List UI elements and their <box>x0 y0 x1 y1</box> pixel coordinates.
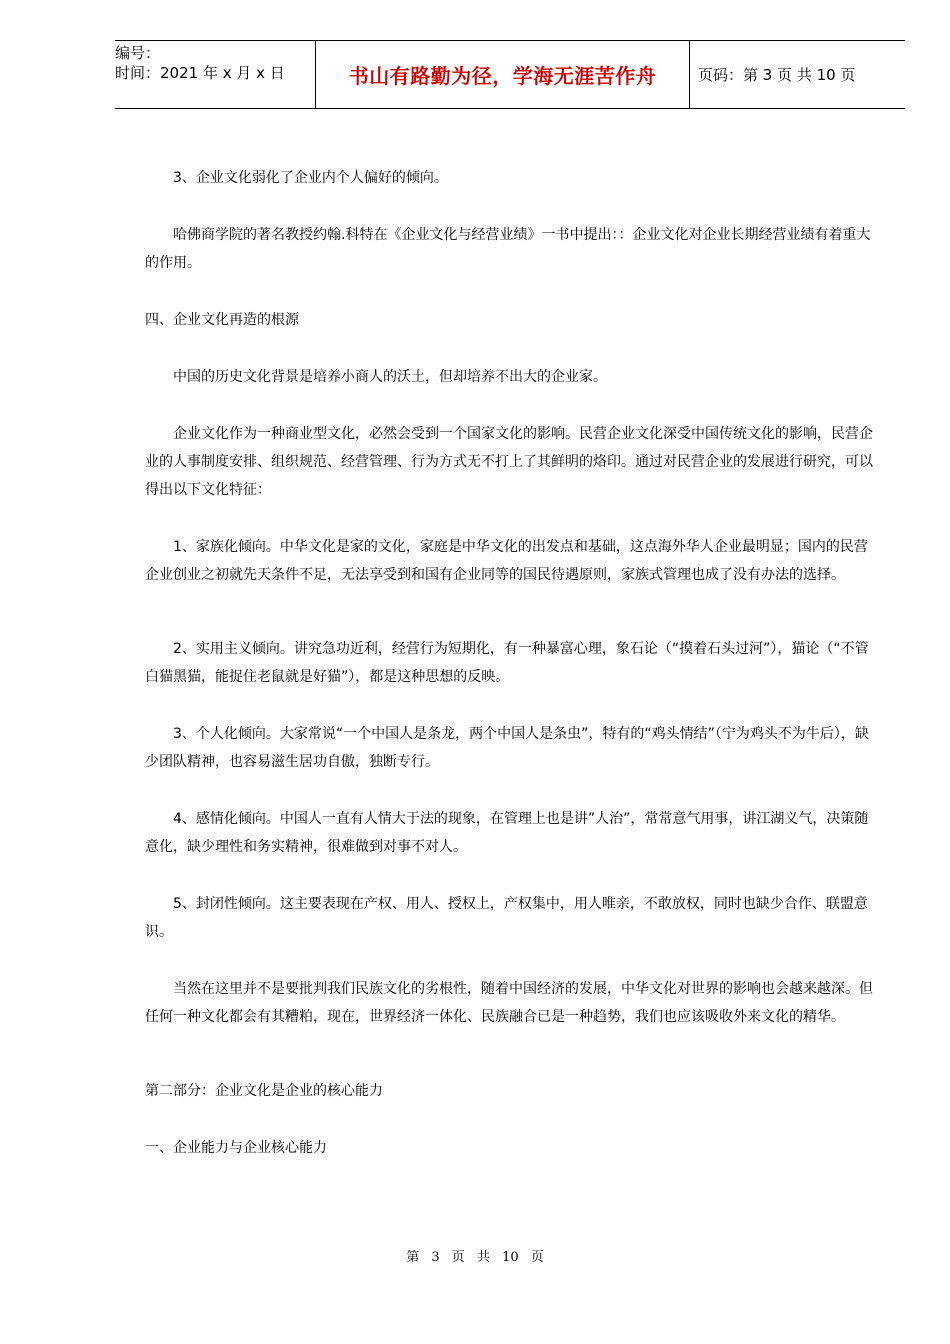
footer-ye: 页 <box>530 1250 544 1265</box>
page-header <box>115 40 905 109</box>
footer-total-pages: 10 <box>502 1250 519 1265</box>
footer-ye: 页 <box>451 1250 465 1265</box>
footer-gong: 共 <box>476 1250 490 1265</box>
document-number-label: 编号： <box>115 44 161 62</box>
section-heading: 四、企业文化再造的根源 <box>145 312 299 328</box>
paragraph: 3、企业文化弱化了企业内个人偏好的倾向。 <box>173 170 448 186</box>
paragraph: 中国的历史文化背景是培养小商人的沃土，但却培养不出大的企业家。 <box>173 369 607 385</box>
part-heading: 第二部分：企业文化是企业的核心能力 <box>145 1083 383 1099</box>
paragraph: 3、个人化倾向。大家常说“一个中国人是条龙，两个中国人是条虫”，特有的“鸡头情结”（宁为鸡头不为牛后），缺少团队精神，也容易滋生居功自傲，独断专行。 <box>145 726 869 770</box>
paragraph: 2、实用主义倾向。讲究急功近利，经营行为短期化，有一种暴富心理，象石论（“摸着石头过河”），猫论（“不管白猫黑猫，能捉住老鼠就是好猫”），都是这种思想的反映。 <box>145 641 869 685</box>
document-date-label: 时间：2021 年 x 月 x 日 <box>115 64 285 82</box>
paragraph: 当然在这里并不是要批判我们民族文化的劣根性，随着中国经济的发展，中华文化对世界的影响也会越来越深。但任何一种文化都会有其糟粕，现在，世界经济一体化、民族融合已是一种趋势，我们也应该吸收外来文化的精华。 <box>145 981 873 1025</box>
header-page-label: 页码：第 3 页 共 10 页 <box>698 66 856 84</box>
footer-di: 第 <box>406 1250 420 1265</box>
footer-page-number: 3 <box>431 1250 440 1265</box>
header-motto: 书山有路勤为径，学海无涯苦作舟 <box>315 41 690 108</box>
paragraph: 1、家族化倾向。中华文化是家的文化，家庭是中华文化的出发点和基础，这点海外华人企业最明显；国内的民营企业创业之初就先天条件不足，无法享受到和国有企业同等的国民待遇原则，家族式管理也成了没有办法的选择。 <box>145 539 868 583</box>
document-body <box>145 164 875 1191</box>
paragraph: 4、感情化倾向。中国人一直有人情大于法的现象，在管理上也是讲”人治”，常常意气用事，讲江湖义气，决策随意化，缺少理性和务实精神，很难做到对事不对人。 <box>145 811 869 855</box>
paragraph: 哈佛商学院的著名教授约翰.科特在《企业文化与经营业绩》一书中提出：：企业文化对企业长期经营业绩有着重大的作用。 <box>145 227 871 271</box>
header-meta <box>115 41 315 110</box>
page-footer <box>0 1246 950 1265</box>
paragraph: 企业文化作为一种商业型文化，必然会受到一个国家文化的影响。民营企业文化深受中国传统文化的影响，民营企业的人事制度安排、组织规范、经营管理、行为方式无不打上了其鲜明的烙印。通过对民营企业的发展进行研究，可以得出以下文化特征： <box>145 426 873 498</box>
section-heading: 一、企业能力与企业核心能力 <box>145 1140 327 1156</box>
paragraph: 5、封闭性倾向。这主要表现在产权、用人、授权上，产权集中，用人唯亲，不敢放权，同时也缺少合作、联盟意识。 <box>145 896 868 940</box>
